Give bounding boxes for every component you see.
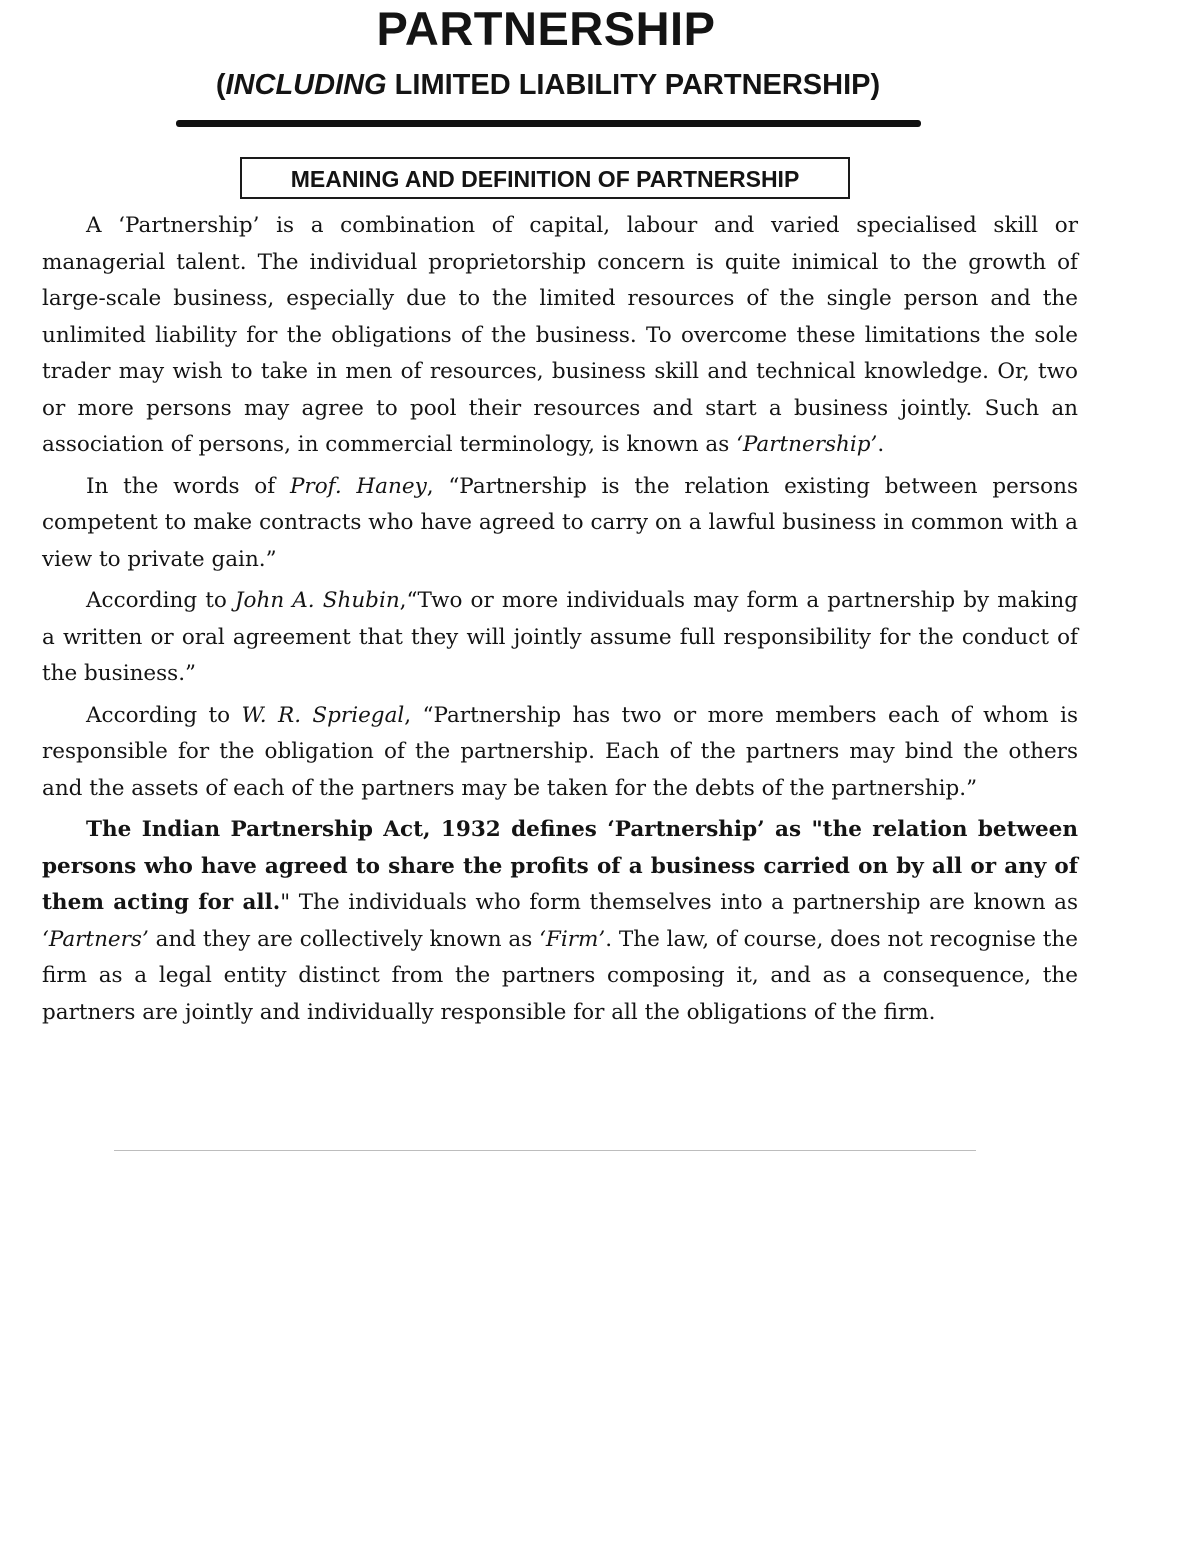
p4-quote: , “Partnership has two or more members each of whom is responsible for the obligation of the partnership. Each of the partners may bind the others and the assets of each of the partners may be taken for the debts of the partnership.” xyxy=(42,702,1078,801)
p3-lead: According to xyxy=(86,588,235,613)
page-subtitle xyxy=(0,66,1096,104)
p5-text-2: and they are collectively known as xyxy=(148,926,540,952)
paragraph-3 xyxy=(42,583,1078,693)
body-text xyxy=(42,208,1078,1036)
subtitle-open-paren: ( xyxy=(215,69,226,101)
p1-text: A ‘Partnership’ is a combination of capital, labour and varied specialised skill or managerial talent. The individual proprietorship concern is quite inimical to the growth of large-scale business, especially due to the limited resources of the single person and the unlimited liability for the obligations of the business. To overcome these limitations the sole trader may wish to take in men of resources, business skill and technical knowledge. Or, two or more persons may agree to pool their resources and start a business jointly. Such an association of persons, in commercial terminology, is known as xyxy=(42,213,1078,457)
section-end-rule xyxy=(114,1150,976,1151)
p2-quote: , “Partnership is the relation existing between persons competent to make contracts who have agreed to carry on a lawful business in common with a view to private gain.” xyxy=(42,473,1078,572)
paragraph-4 xyxy=(42,698,1078,808)
title-underline-rule xyxy=(176,120,921,127)
subtitle-rest: LIMITED LIABILITY PARTNERSHIP) xyxy=(386,69,881,101)
p4-lead: According to xyxy=(86,702,242,728)
p5-term-partners: ‘Partners’ xyxy=(42,926,149,952)
p2-lead: In the words of xyxy=(86,473,290,499)
p3-author: John A. Shubin xyxy=(234,588,400,613)
subtitle-emphasis: INCLUDING xyxy=(225,69,387,101)
p1-end: . xyxy=(877,432,885,457)
p5-term-firm: ‘Firm’ xyxy=(539,926,606,952)
p5-definition: The Indian Partnership Act, 1932 defines ‘Partnership’ as "the relation between persons who have agreed to share the profits of a business carried on by all or any of them acting for all. xyxy=(42,817,1078,915)
page-title: PARTNERSHIP xyxy=(376,2,716,55)
p1-term: ‘Partnership’ xyxy=(736,432,878,457)
p3-quote: ,“Two or more individuals may form a partnership by making a written or oral agreement that they will jointly assume full responsibility for the conduct of the business.” xyxy=(42,588,1078,686)
section-heading: MEANING AND DEFINITION OF PARTNERSHIP xyxy=(240,157,850,199)
paragraph-1 xyxy=(42,208,1078,464)
p5-text-3: . The law, of course, does not recognise the firm as a legal entity distinct from the partners composing it, and as a consequence, the partners are jointly and individually responsible for all the obligations of the firm. xyxy=(42,926,1078,1025)
p2-author: Prof. Haney xyxy=(289,473,427,499)
p4-author: W. R. Spriegal xyxy=(241,702,405,728)
paragraph-2 xyxy=(42,469,1078,579)
p5-text-1: " The individuals who form themselves into a partnership are known as xyxy=(280,890,1079,915)
paragraph-5 xyxy=(42,812,1078,1031)
